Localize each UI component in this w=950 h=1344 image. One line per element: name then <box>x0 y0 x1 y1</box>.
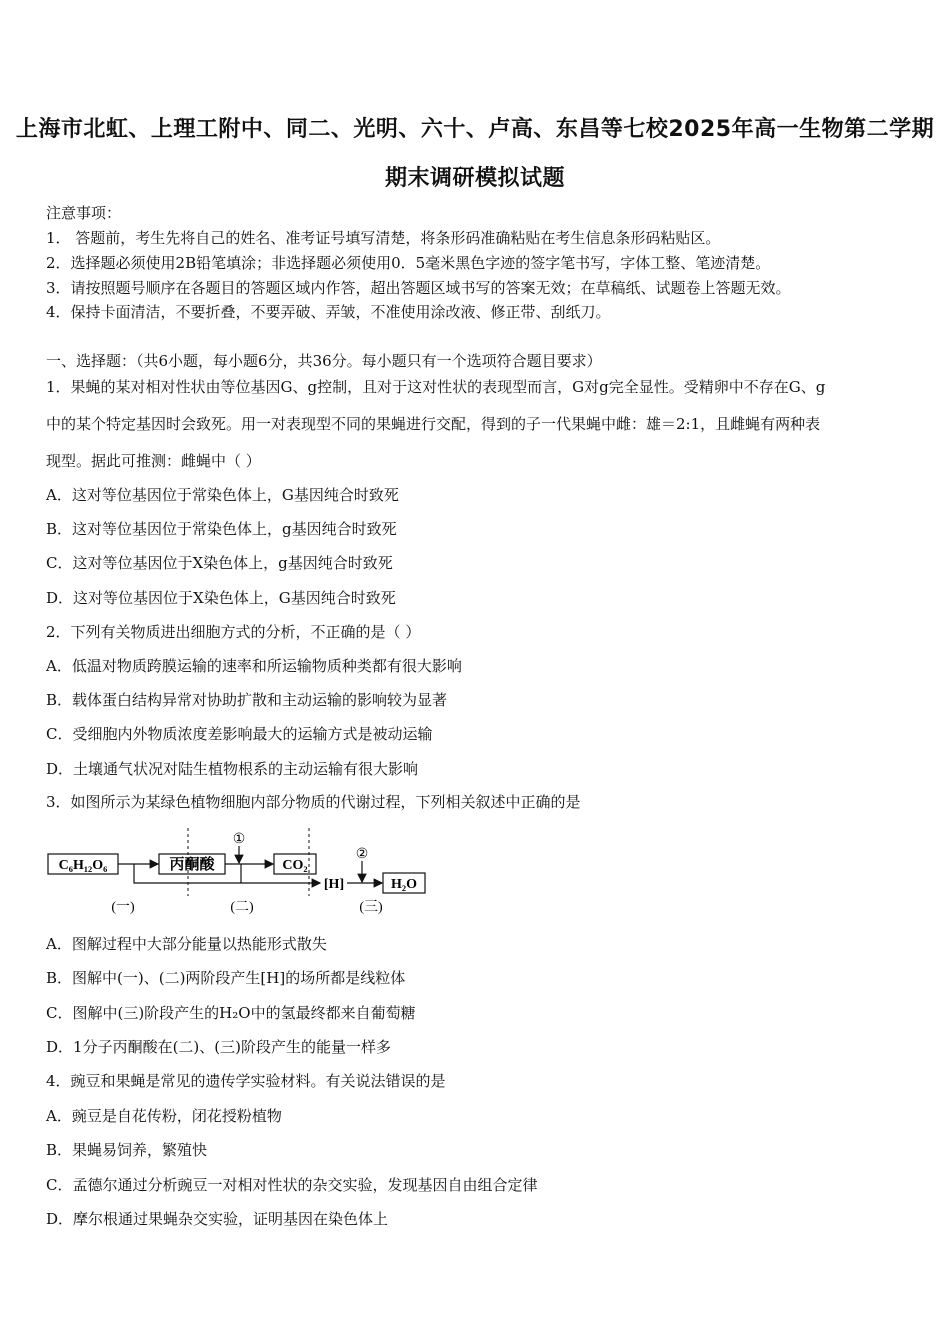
notice-heading: 注意事项： <box>46 204 122 222</box>
notice-item: 2．选择题必须使用2B铅笔填涂；非选择题必须使用0．5毫米黑色字迹的签字笔书写，字体工整、笔迹清楚。 <box>46 254 771 272</box>
h-label: [H] <box>323 877 345 892</box>
page-title-line-2: 期末调研模拟试题 <box>384 166 565 191</box>
question-4-stem: 4．豌豆和果蝇是常见的遗传学实验材料。有关说法错误的是 <box>46 1072 446 1090</box>
question-1-stem: 现型。据此可推测：雌蝇中（ ） <box>46 452 261 470</box>
stage-1-label: (一) <box>111 900 135 915</box>
question-2-option-a: A．低温对物质跨膜运输的速率和所运输物质种类都有很大影响 <box>46 657 462 675</box>
co2-label: CO₂ <box>282 858 308 873</box>
question-1-option-b: B．这对等位基因位于常染色体上，g基因纯合时致死 <box>46 520 397 538</box>
notice-item: 3．请按照题号顺序在各题目的答题区域内作答，超出答题区域书写的答案无效；在草稿纸、试题卷上答题无效。 <box>46 279 791 297</box>
question-2-option-b: B．载体蛋白结构异常对协助扩散和主动运输的影响较为显著 <box>46 691 448 709</box>
question-3-option-c: C．图解中(三)阶段产生的H₂O中的氢最终都来自葡萄糖 <box>46 1004 416 1022</box>
question-1-option-d: D．这对等位基因位于X染色体上，G基因纯合时致死 <box>46 589 396 607</box>
question-1-option-c: C．这对等位基因位于X染色体上，g基因纯合时致死 <box>46 554 393 572</box>
mark-2: ② <box>355 847 369 862</box>
glucose-label: C₆H₁₂O₆ <box>58 858 108 873</box>
mark-1: ① <box>232 832 246 847</box>
question-2-option-c: C．受细胞内外物质浓度差影响最大的运输方式是被动运输 <box>46 725 433 743</box>
respiration-diagram <box>46 826 436 918</box>
question-2-option-d: D．土壤通气状况对陆生植物根系的主动运输有很大影响 <box>46 760 419 778</box>
question-1-stem: 中的某个特定基因时会致死。用一对表现型不同的果蝇进行交配，得到的子一代果蝇中雌：雄＝2:1，且雌蝇有两种表 <box>46 415 821 433</box>
question-4-option-d: D．摩尔根通过果蝇杂交实验，证明基因在染色体上 <box>46 1210 389 1228</box>
question-1-stem: 1．果蝇的某对相对性状由等位基因G、g控制，且对于这对性状的表现型而言，G对g完全显性。受精卵中不存在G、g <box>46 378 826 396</box>
question-4-option-b: B．果蝇易饲养，繁殖快 <box>46 1141 208 1159</box>
page-title-line-1: 上海市北虹、上理工附中、同二、光明、六十、卢高、东昌等七校2025年高一生物第二学期 <box>15 117 935 142</box>
question-3-option-d: D．1分子丙酮酸在(二)、(三)阶段产生的能量一样多 <box>46 1038 391 1056</box>
section-heading: 一、选择题：（共6小题，每小题6分，共36分。每小题只有一个选项符合题目要求） <box>46 352 602 370</box>
notice-item: 4．保持卡面清洁，不要折叠，不要弄破、弄皱，不准使用涂改液、修正带、刮纸刀。 <box>46 303 611 321</box>
water-label: H₂O <box>391 877 417 892</box>
question-3-option-b: B．图解中(一)、(二)两阶段产生[H]的场所都是线粒体 <box>46 969 406 987</box>
pyruvate-label: 丙酮酸 <box>169 857 215 873</box>
question-3-option-a: A．图解过程中大部分能量以热能形式散失 <box>46 935 327 953</box>
stage-3-label: (三) <box>359 900 383 915</box>
question-4-option-c: C．孟德尔通过分析豌豆一对相对性状的杂交实验，发现基因自由组合定律 <box>46 1176 538 1194</box>
notice-item: 1． 答题前，考生先将自己的姓名、准考证号填写清楚，将条形码准确粘贴在考生信息条形码粘贴区。 <box>46 229 721 247</box>
question-3-stem: 3．如图所示为某绿色植物细胞内部分物质的代谢过程，下列相关叙述中正确的是 <box>46 793 581 811</box>
question-1-option-a: A．这对等位基因位于常染色体上，G基因纯合时致死 <box>46 486 399 504</box>
stage-2-label: (二) <box>230 900 254 915</box>
question-2-stem: 2．下列有关物质进出细胞方式的分析，不正确的是（ ） <box>46 623 421 641</box>
question-4-option-a: A．豌豆是自花传粉，闭花授粉植物 <box>46 1107 282 1125</box>
